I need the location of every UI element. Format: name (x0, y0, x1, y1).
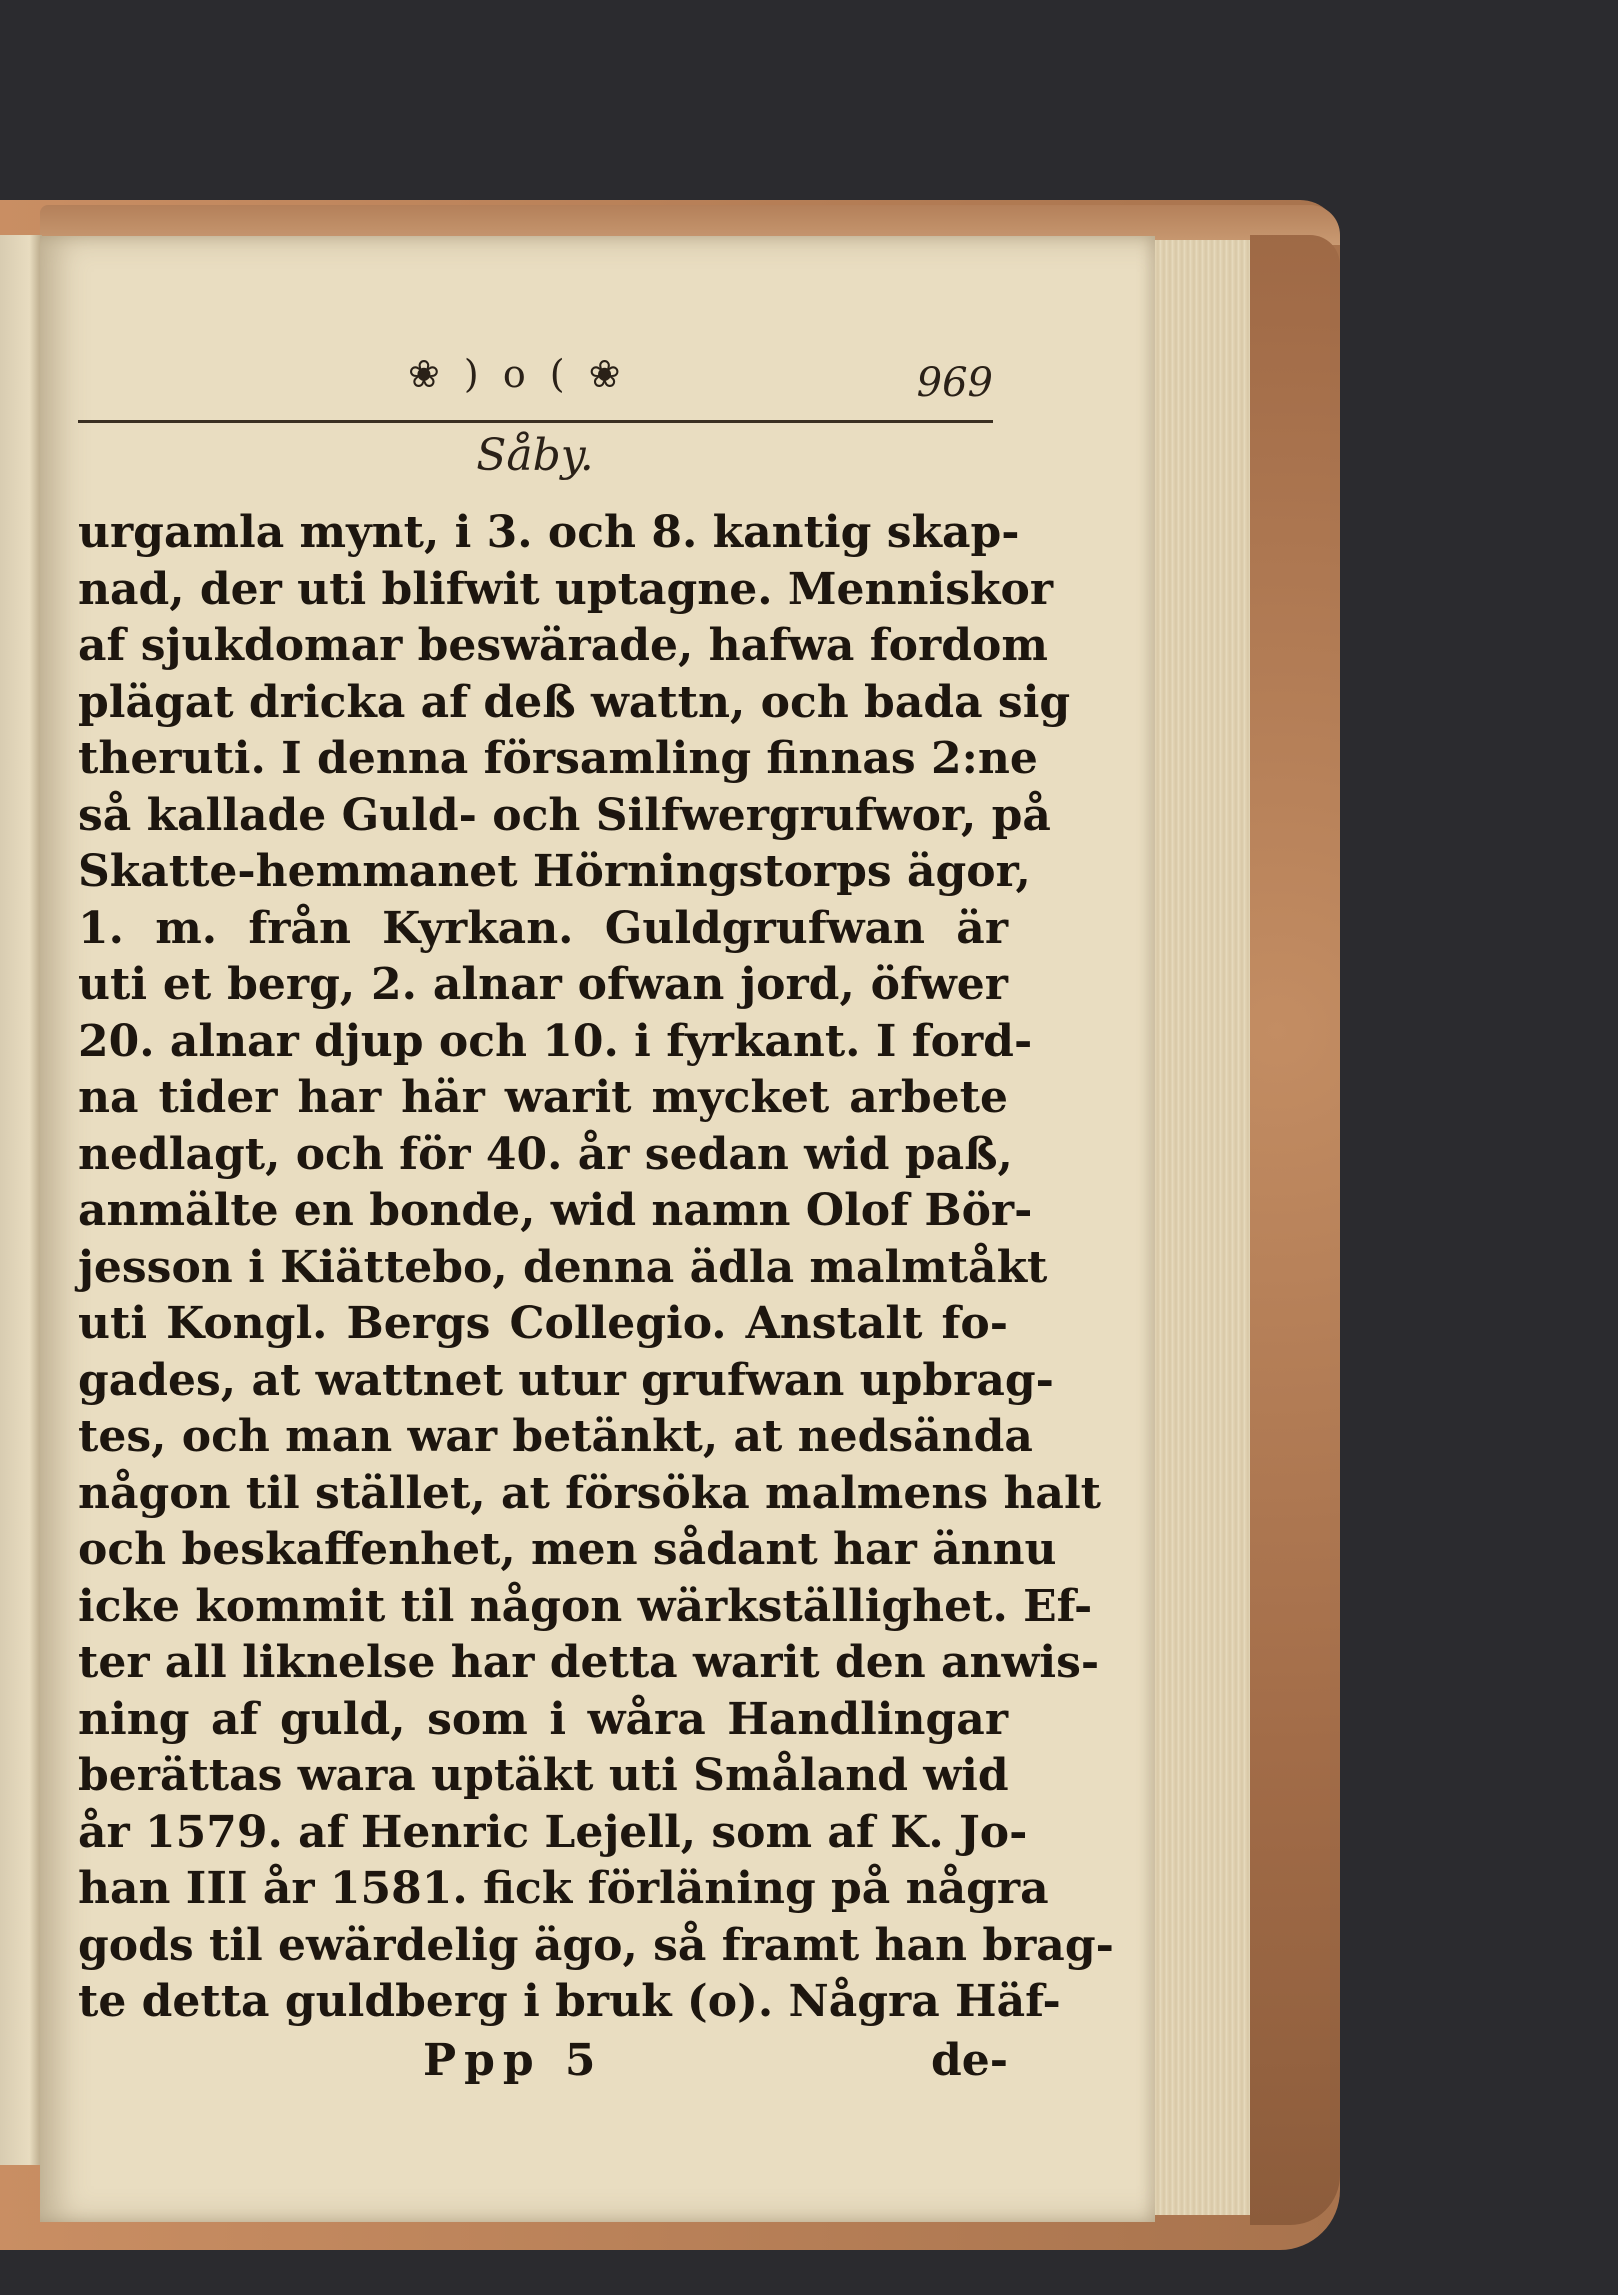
text-line: plägat dricka af deß wattn, och bada sig (78, 676, 1071, 728)
text-line: gades, at wattnet utur grufwan upbrag- (78, 1354, 1054, 1406)
text-line: 20. alnar djup och 10. i fyrkant. I ford- (78, 1015, 1033, 1067)
text-line: berättas wara uptäkt uti Småland wid (78, 1750, 1009, 1801)
header-rule (78, 420, 993, 423)
book-cover-right (1250, 235, 1340, 2225)
text-line: jesson i Kiättebo, denna ädla malmtåkt (78, 1241, 1048, 1293)
text-line: någon til stället, at försöka malmens halt (78, 1467, 1101, 1519)
text-line: theruti. I denna församling finnas 2:ne (78, 733, 1038, 784)
text-line: ning af guld, som i wåra Handlingar (78, 1693, 1008, 1745)
text-line: af sjukdomar beswärade, hafwa fordom (78, 620, 1048, 671)
header-ornament: ❀ ) o ( ❀ (408, 352, 627, 396)
text-line: Skatte-hemmanet Hörningstorps ägor, (78, 846, 1031, 897)
body-text (78, 505, 1114, 2031)
text-line: nedlagt, och för 40. år sedan wid paß, (78, 1128, 1013, 1180)
text-line: nad, der uti blifwit uptagne. Menniskor (78, 563, 1054, 615)
text-line: na tider har här warit mycket arbete (78, 1072, 1008, 1123)
text-line: urgamla mynt, i 3. och 8. kantig skap- (78, 507, 1020, 558)
section-title: Såby. (476, 430, 594, 481)
page-block-edges (1155, 240, 1250, 2215)
text-line: uti Kongl. Bergs Collegio. Anstalt fo- (78, 1298, 1008, 1349)
text-line: år 1579. af Henric Lejell, som af K. Jo- (78, 1806, 1028, 1858)
facing-page-edge (0, 235, 42, 2165)
signature-mark: Ppp 5 (423, 2035, 604, 2086)
text-line: te detta guldberg i bruk (o). Några Häf- (78, 1976, 1061, 2027)
running-header (78, 352, 993, 422)
text-line: icke kommit til någon wärkställighet. Ef- (78, 1580, 1093, 1632)
page-number: 969 (916, 360, 993, 406)
text-line: uti et berg, 2. alnar ofwan jord, öfwer (78, 959, 1008, 1010)
text-line: tes, och man war betänkt, at nedsända (78, 1411, 1033, 1462)
text-line: 1. m. från Kyrkan. Guldgrufwan är (78, 902, 1008, 954)
text-line: så kallade Guld- och Silfwergrufwor, på (78, 789, 1051, 841)
text-line: anmälte en bonde, wid namn Olof Bör- (78, 1185, 1033, 1236)
text-line: ter all liknelse har detta warit den anwis- (78, 1637, 1100, 1688)
page-footer (78, 2035, 1008, 2095)
catchword: de- (930, 2035, 1008, 2086)
text-line: och beskaffenhet, men sådant har ännu (78, 1524, 1057, 1575)
text-line: han III år 1581. fick förläning på några (78, 1863, 1049, 1914)
text-line: gods til ewärdelig ägo, så framt han brag- (78, 1919, 1114, 1971)
